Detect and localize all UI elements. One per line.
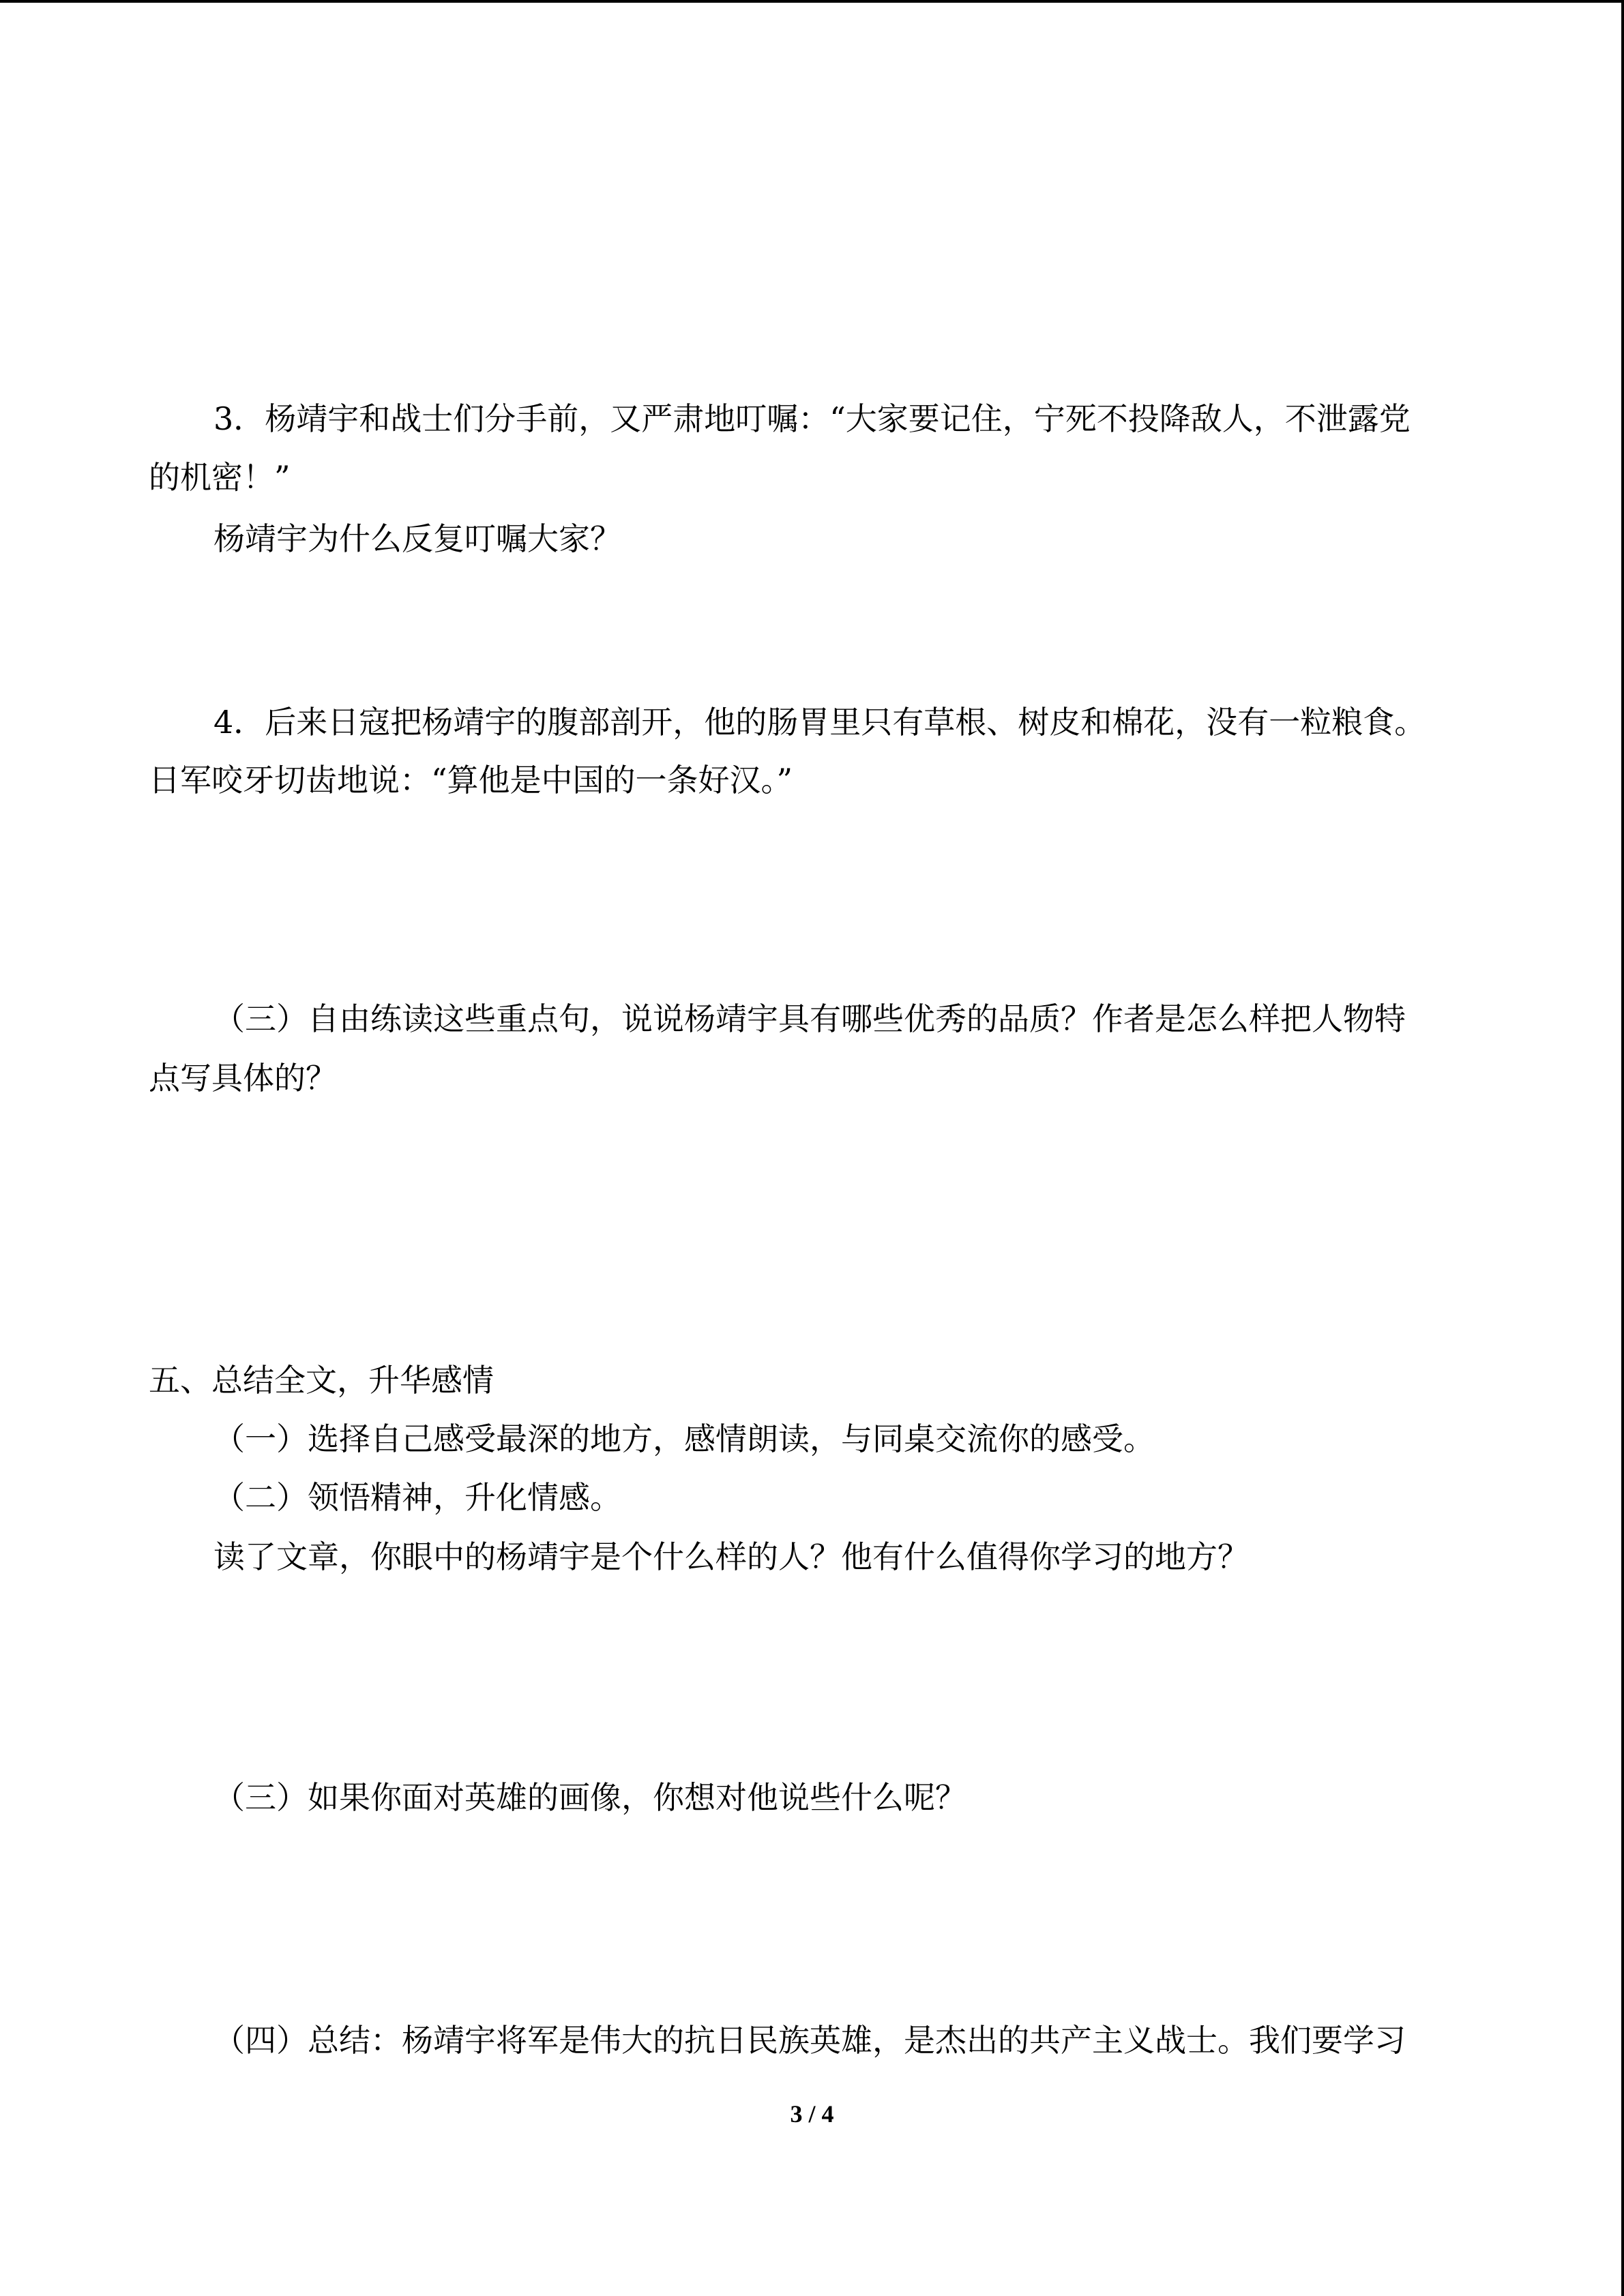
question-4-line-2: 日军咬牙切齿地说：“算他是中国的一条好汉。” [149,762,793,799]
section-5-part-1: （一）选择自己感受最深的地方，感情朗读，与同桌交流你的感受。 [213,1420,1155,1457]
part-3-line-2: 点写具体的？ [149,1060,337,1097]
question-3-line-2: 的机密！” [149,459,291,496]
question-4-line-1: 4．后来日寇把杨靖宇的腹部剖开，他的肠胃里只有草根、树皮和棉花，没有一粒粮食。 [213,704,1426,741]
question-3-prompt: 杨靖宇为什么反复叮嘱大家？ [213,520,621,557]
section-5-part-3: （三）如果你面对英雄的画像，你想对他说些什么呢？ [213,1779,966,1816]
section-5-heading: 五、总结全文，升华感情 [149,1362,494,1399]
page-number: 3 / 4 [790,2100,834,2128]
part-3-line-1: （三）自由练读这些重点句，说说杨靖宇具有哪些优秀的品质？作者是怎么样把人物特 [213,1000,1406,1037]
section-5-part-4: （四）总结：杨靖宇将军是伟大的抗日民族英雄，是杰出的共产主义战士。我们要学习 [213,2022,1406,2059]
question-3-line-1: 3．杨靖宇和战士们分手前，又严肃地叮嘱：“大家要记住，宁死不投降敌人，不泄露党 [213,400,1411,437]
section-5-part-2: （二）领悟精神，升化情感。 [213,1479,621,1516]
section-5-part-2-question: 读了文章，你眼中的杨靖宇是个什么样的人？他有什么值得你学习的地方？ [213,1538,1249,1575]
